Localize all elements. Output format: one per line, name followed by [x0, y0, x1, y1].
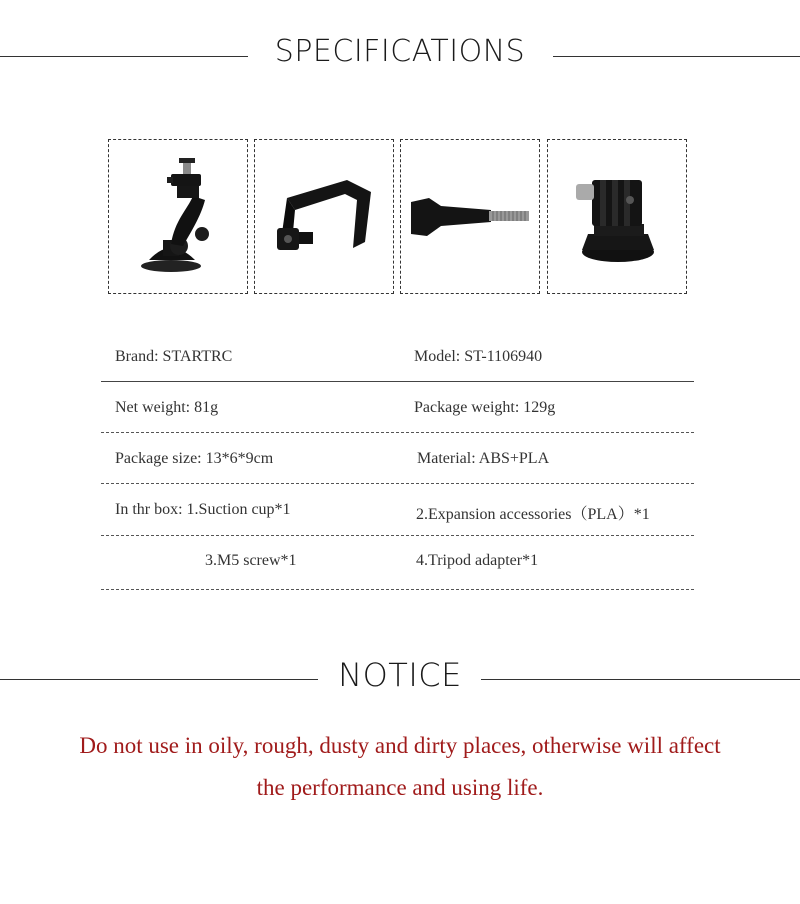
product-image-expansion-bracket — [254, 139, 394, 294]
suction-cup-mount-icon — [109, 140, 249, 295]
row-divider — [101, 589, 694, 590]
in-box-item-4: 4.Tripod adapter*1 — [416, 552, 539, 569]
notice-text-line-2: the performance and using life. — [256, 775, 544, 800]
in-box-item-1: In thr box: 1.Suction cup*1 — [115, 501, 291, 518]
notice-heading: NOTICE — [338, 656, 462, 694]
specifications-section-header — [0, 28, 800, 84]
specifications-table — [101, 330, 694, 585]
m5-screw-icon — [401, 140, 541, 295]
product-image-suction-cup — [108, 139, 248, 294]
in-box-item-3: 3.M5 screw*1 — [205, 552, 297, 569]
model-value: Model: ST-1106940 — [414, 348, 543, 365]
net-weight-value: Net weight: 81g — [115, 399, 219, 416]
package-size-value: Package size: 13*6*9cm — [115, 450, 274, 467]
specifications-heading: SPECIFICATIONS — [274, 34, 526, 69]
spec-row-in-box-1 — [101, 483, 694, 534]
package-weight-value: Package weight: 129g — [414, 399, 556, 416]
tripod-adapter-icon — [548, 140, 688, 295]
spec-row-size-material — [101, 432, 694, 483]
spec-row-brand-model — [101, 330, 694, 381]
spec-row-in-box-2 — [101, 534, 694, 585]
in-box-item-2: 2.Expansion accessories（PLA）*1 — [416, 506, 650, 523]
notice-section-header — [0, 650, 800, 706]
spec-row-weights — [101, 381, 694, 432]
product-image-m5-screw — [400, 139, 540, 294]
product-image-tripod-adapter — [547, 139, 687, 294]
material-value: Material: ABS+PLA — [417, 450, 550, 467]
notice-text-line-1: Do not use in oily, rough, dusty and dirty places, otherwise will affect — [79, 733, 721, 758]
expansion-bracket-icon — [255, 140, 395, 295]
brand-value: Brand: STARTRC — [115, 348, 233, 365]
